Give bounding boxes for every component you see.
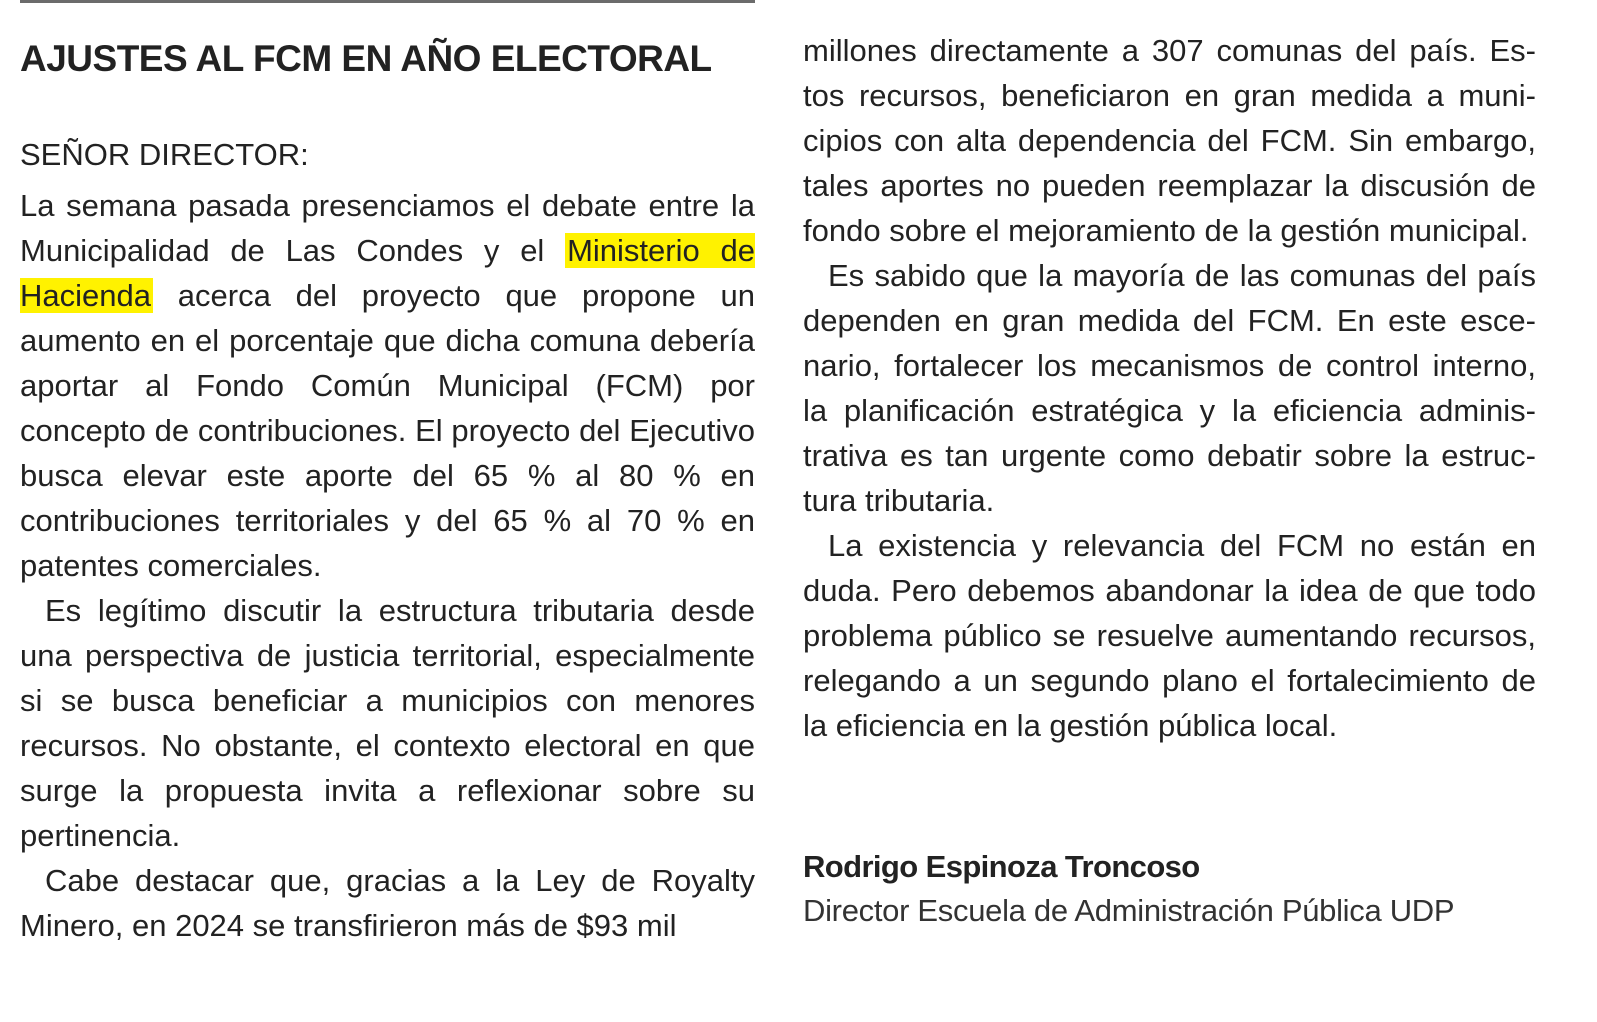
paragraph-1 <box>20 183 755 588</box>
paragraph-5: La existencia y relevancia del FCM no están en duda. Pero debemos abandonar la idea de que todo problema público se resuelve aumentando recursos, relegando a un segundo plano el fortalecimiento de la eficiencia en la gestión pública local. <box>803 528 1536 743</box>
right-column <box>803 28 1536 748</box>
paragraph-3-end: millones directamente a 307 comunas del país. Estos recursos, beneficiaron en gran medida a municipios con alta dependencia del FCM. Sin embargo, tales aportes no pueden reemplazar la discusión de fondo sobre el mejoramiento de la gestión municipal. <box>803 33 1536 248</box>
paragraph-1-start: La semana pasada presenciamos el debate entre la Municipalidad de Las Condes y el <box>20 188 755 268</box>
author-title: Director Escuela de Administración Pública UDP <box>803 893 1455 928</box>
paragraph-2: Es legítimo discutir la estructura tributaria desde una perspectiva de justicia territorial, especialmente si se busca beneficiar a municipios con menores recursos. No obstante, el contexto electoral en que surge la propuesta invita a reflexionar sobre su pertinencia. <box>20 593 755 853</box>
author-name: Rodrigo Espinoza Troncoso <box>803 849 1200 884</box>
signature-block <box>803 846 1563 934</box>
paragraph-4: Es sabido que la mayoría de las comunas del país dependen en gran medida del FCM. En este escenario, fortalecer los mecanismos de control interno, la planificación estratégica y la eficiencia administrativa es tan urgente como debatir sobre la estructura tributaria. <box>803 258 1536 518</box>
top-rule <box>20 0 755 3</box>
salutation: SEÑOR DIRECTOR: <box>20 137 309 172</box>
letter-headline: AJUSTES AL FCM EN AÑO ELECTORAL <box>20 38 712 79</box>
paragraph-1-end: acerca del proyecto que propone un aumento en el porcentaje que dicha comuna debería aportar al Fondo Común Municipal (FCM) por concepto de contribuciones. El proyecto del Ejecutivo busca elevar este aporte del 65 % al 80 % en contribuciones territoriales y del 65 % al 70 % en patentes comerciales. <box>20 278 755 583</box>
highlighted-text: Ministerio de Hacienda <box>20 233 755 313</box>
paragraph-3-start: Cabe destacar que, gracias a la Ley de Royalty Minero, en 2024 se transfirieron más de $93 mil <box>20 863 755 943</box>
left-column <box>20 183 755 948</box>
